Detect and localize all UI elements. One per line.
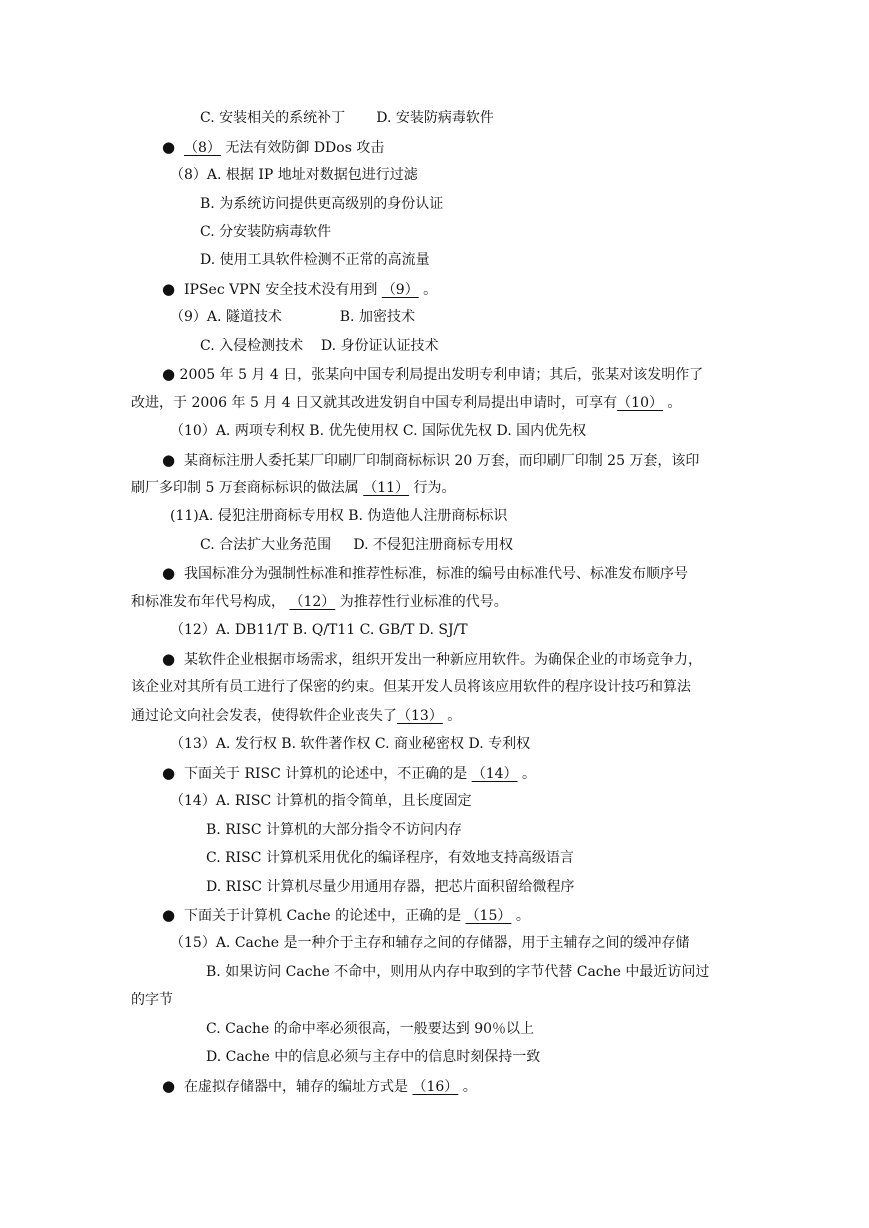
question-9 xyxy=(162,279,437,299)
question-text: 通过论文向社会发表，使得软件企业丧失了 xyxy=(131,708,397,724)
question-text: 2005 年 5 月 4 日，张某向中国专利局提出发明专利申请；其后，张某对该发明作了 xyxy=(179,367,704,383)
answer-blank: （11） xyxy=(363,480,410,496)
question-text: 下面关于计算机 Cache 的论述中，正确的是 xyxy=(184,908,466,924)
question-13-cont xyxy=(131,706,461,726)
option-line: C. RISC 计算机采用优化的编译程序，有效地支持高级语言 xyxy=(206,850,574,866)
option-line: 的字节 xyxy=(131,992,173,1008)
bullet-icon: ● xyxy=(162,764,176,782)
answer-blank: （16） xyxy=(412,1079,459,1095)
question-text: 。 xyxy=(662,395,682,411)
question-text: 。 xyxy=(418,282,438,298)
question-text: 。 xyxy=(517,766,537,782)
option-line: C. Cache 的命中率必须很高，一般要达到 90％以上 xyxy=(206,1021,535,1037)
answer-blank: （14） xyxy=(471,766,518,782)
option-line: C. 安装相关的系统补丁 D. 安装防病毒软件 xyxy=(200,110,494,126)
question-13 xyxy=(162,649,702,669)
question-text: 下面关于 RISC 计算机的论述中，不正确的是 xyxy=(184,766,472,782)
option-line: （13）A. 发行权 B. 软件著作权 C. 商业秘密权 D. 专利权 xyxy=(170,736,531,752)
option-line: B. 如果访问 Cache 不命中，则用从内存中取到的字节代替 Cache 中最近访问过 xyxy=(206,964,710,980)
question-11-cont xyxy=(131,478,456,498)
option-line: （9）A. 隧道技术 B. 加密技术 xyxy=(170,309,415,325)
bullet-icon: ● xyxy=(162,906,176,924)
answer-blank: （13） xyxy=(397,708,443,724)
question-text: 。 xyxy=(442,708,462,724)
option-line: （8）A. 根据 IP 地址对数据包进行过滤 xyxy=(170,167,418,183)
option-line: D. 使用工具软件检测不正常的高流量 xyxy=(200,252,430,268)
answer-blank: （10） xyxy=(617,395,663,411)
question-10-cont xyxy=(131,393,681,413)
question-text: 和标准发布年代号构成， xyxy=(131,594,290,610)
question-text: 。 xyxy=(511,908,530,924)
option-line: C. 分安装防病毒软件 xyxy=(200,224,332,240)
bullet-icon: ● xyxy=(162,451,176,469)
option-line: (11)A. 侵犯注册商标专用权 B. 伪造他人注册商标标识 xyxy=(170,508,508,524)
bullet-icon: ● xyxy=(162,564,176,582)
question-text: 刷厂多印制 5 万套商标标识的做法属 xyxy=(131,480,364,496)
question-text: 某软件企业根据市场需求，组织开发出一种新应用软件。为确保企业的市场竞争力， xyxy=(184,652,702,668)
option-line: B. RISC 计算机的大部分指令不访问内存 xyxy=(206,822,463,838)
question-13-cont: 该企业对其所有员工进行了保密的约束。但某开发人员将该应用软件的程序设计技巧和算法 xyxy=(131,679,691,695)
question-14 xyxy=(162,763,536,783)
question-text: 为推荐性行业标准的代号。 xyxy=(335,594,508,610)
option-line: C. 合法扩大业务范围 D. 不侵犯注册商标专用权 xyxy=(200,537,513,553)
bullet-icon: ● xyxy=(162,650,176,668)
question-11 xyxy=(162,450,699,470)
bullet-icon: ● xyxy=(162,280,176,298)
question-text: 。 xyxy=(458,1079,477,1095)
option-line: （12）A. DB11/T B. Q/T11 C. GB/T D. SJ/T xyxy=(170,622,468,638)
option-line: C. 入侵检测技术 D. 身份证认证技术 xyxy=(200,338,439,354)
question-text: 行为。 xyxy=(409,480,456,496)
answer-blank: （9） xyxy=(381,282,419,298)
option-line: D. Cache 中的信息必须与主存中的信息时刻保持一致 xyxy=(206,1049,541,1065)
option-line: D. RISC 计算机尽量少用通用存器，把芯片面积留给微程序 xyxy=(206,879,575,895)
question-15 xyxy=(162,905,530,925)
question-text: 无法有效防御 DDos 攻击 xyxy=(220,140,385,156)
question-text: 在虚拟存储器中，辅存的编址方式是 xyxy=(184,1079,413,1095)
question-16 xyxy=(162,1076,477,1096)
option-line: B. 为系统访问提供更高级别的身份认证 xyxy=(200,196,444,212)
bullet-icon: ● xyxy=(162,1077,176,1095)
bullet-icon: ● xyxy=(162,138,176,156)
answer-blank: （12） xyxy=(289,594,336,610)
question-text: 某商标注册人委托某厂印刷厂印制商标标识 20 万套，而印刷厂印制 25 万套，该印 xyxy=(184,453,700,469)
question-12-cont xyxy=(131,592,508,612)
question-10 xyxy=(162,364,703,384)
bullet-icon: ● xyxy=(162,365,176,383)
option-line: （15）A. Cache 是一种介于主存和辅存之间的存储器，用于主辅存之间的缓冲存储 xyxy=(170,935,690,951)
option-line: （10）A. 两项专利权 B. 优先使用权 C. 国际优先权 D. 国内优先权 xyxy=(170,423,587,439)
answer-blank: （8） xyxy=(184,140,221,156)
answer-blank: （15） xyxy=(465,908,512,924)
question-12 xyxy=(162,563,688,583)
question-text: 我国标准分为强制性标准和推荐性标准，标准的编号由标准代号、标准发布顺序号 xyxy=(184,566,688,582)
question-text: IPSec VPN 安全技术没有用到 xyxy=(184,282,382,298)
question-text: 改进，于 2006 年 5 月 4 日又就其改进发钥自中国专利局提出申请时，可享有 xyxy=(131,395,618,411)
option-line: （14）A. RISC 计算机的指令简单，且长度固定 xyxy=(170,793,472,809)
question-8 xyxy=(162,137,384,157)
